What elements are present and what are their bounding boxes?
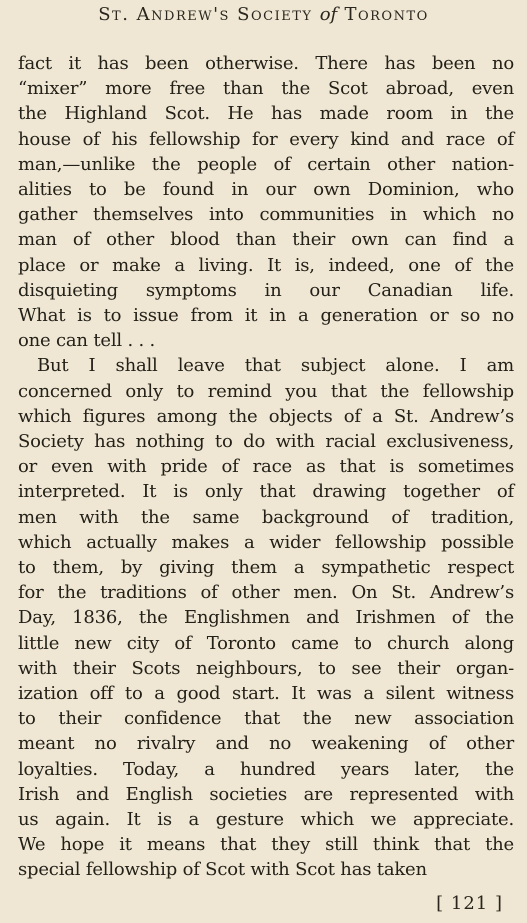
text-line: disquieting symptoms in our Canadian life.	[18, 279, 514, 301]
text-line: alities to be found in our own Dominion, who	[18, 179, 514, 200]
text-line: ization off to a good start. It was a silent witness	[18, 683, 514, 704]
text-line: men with the same background of tradition,	[18, 506, 514, 528]
text-line: house of his fellowship for every kind and race of	[18, 128, 514, 150]
text-line: special fellowship of Scot with Scot has taken	[18, 859, 427, 881]
text-line: Society has nothing to do with racial exclusiveness,	[18, 431, 514, 452]
text-line: or even with pride of race as that is sometimes	[18, 456, 514, 478]
text-line: We hope it means that they still think that the	[18, 834, 514, 856]
text-line: fact it has been otherwise. There has been no	[18, 53, 514, 74]
text-line: to their confidence that the new association	[18, 708, 514, 730]
header-title-of: of	[319, 4, 338, 25]
text-line: little new city of Toronto came to church along	[18, 632, 514, 654]
text-line: the Highland Scot. He has made room in the	[18, 103, 514, 125]
text-line: loyalties. Today, a hundred years later, the	[18, 758, 514, 780]
text-line: gather themselves into communities in which no	[18, 204, 514, 226]
text-line: us again. It is a gesture which we appreciate.	[18, 809, 514, 830]
text-line: place or make a living. It is, indeed, one of the	[18, 254, 514, 276]
text-line: concerned only to remind you that the fellowship	[18, 380, 514, 402]
text-line: man of other blood than their own can find a	[18, 229, 514, 251]
text-line: meant no rivalry and no weakening of other	[18, 733, 514, 755]
text-line: which figures among the objects of a St. Andrew’s	[18, 405, 514, 427]
text-line: to them, by giving them a sympathetic respect	[18, 557, 514, 578]
text-line: “mixer” more free than the Scot abroad, even	[18, 78, 514, 100]
text-line: for the traditions of other men. On St. Andrew’s	[18, 582, 514, 604]
header-title-pre: St. Andrew's Society	[98, 4, 313, 25]
text-line: But I shall leave that subject alone. I am	[37, 355, 514, 377]
text-line: with their Scots neighbours, to see their organ-	[18, 657, 514, 679]
running-header	[0, 4, 527, 25]
text-line: Day, 1836, the Englishmen and Irishmen of the	[18, 607, 514, 629]
text-line: one can tell . . .	[18, 330, 156, 352]
text-line: which actually makes a wider fellowship possible	[18, 531, 514, 553]
page-number: [ 121 ]	[436, 893, 503, 914]
header-title-post: Toronto	[344, 4, 429, 25]
text-line: What is to issue from it in a generation or so no	[18, 305, 514, 326]
text-line: man,—unlike the people of certain other nation-	[18, 153, 514, 175]
text-line: interpreted. It is only that drawing together of	[18, 481, 514, 503]
text-line: Irish and English societies are represented with	[18, 783, 514, 805]
